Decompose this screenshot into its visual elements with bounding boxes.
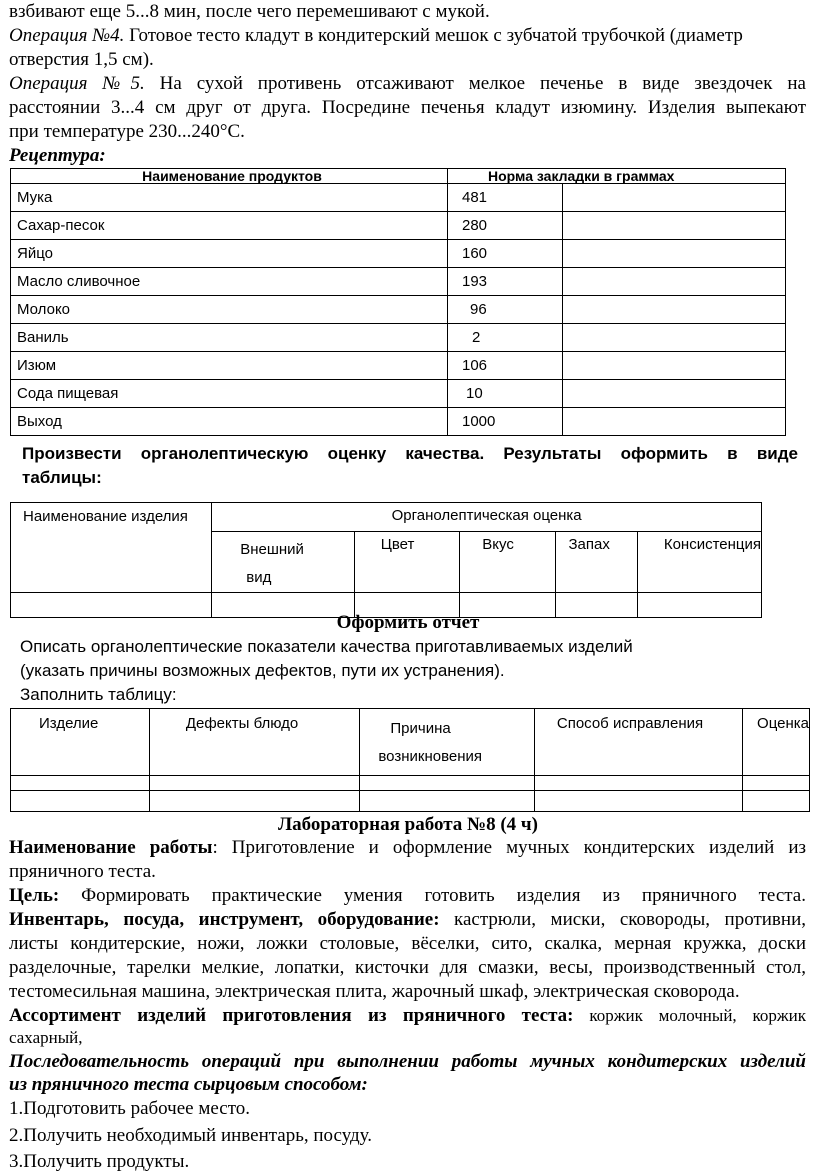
empty-cell	[563, 212, 786, 240]
table-row	[11, 268, 786, 296]
empty-cell	[743, 776, 810, 791]
inventory-cont-2: разделочные, тарелки мелкие, лопатки, кисточки для смазки, весы, производственный стол,	[9, 957, 806, 978]
product-name: Сода пищевая	[11, 380, 448, 408]
empty-cell	[563, 240, 786, 268]
empty-cell	[149, 776, 360, 791]
report-line-3: Заполнить таблицу:	[20, 685, 177, 704]
table-row	[11, 408, 786, 436]
intro-line-1: взбивают еще 5...8 мин, после чего перемешивают с мукой.	[9, 1, 490, 22]
assessment-instruction: Произвести органолептическую оценку качества. Результаты оформить в виде	[22, 444, 798, 463]
assortment-cont: сахарный,	[9, 1028, 83, 1047]
org-appearance-1: Внешний	[240, 541, 304, 558]
org-col-group: Органолептическая оценка	[212, 503, 762, 532]
recipe-table	[10, 168, 786, 436]
empty-cell	[360, 791, 535, 812]
product-name: Масло сливочное	[11, 268, 448, 296]
operation-4-cont: отверстия 1,5 см).	[9, 49, 154, 70]
org-col-consistency: Консистенция	[637, 532, 761, 593]
product-value: 96	[448, 296, 563, 324]
empty-cell	[534, 791, 742, 812]
product-name: Ваниль	[11, 324, 448, 352]
inventory-text: кастрюли, миски, сковороды, противни,	[439, 909, 806, 930]
product-value: 10	[448, 380, 563, 408]
product-name: Сахар-песок	[11, 212, 448, 240]
defects-cause-2: возникновения	[378, 748, 483, 765]
organoleptic-table	[10, 502, 762, 618]
report-line-2: (указать причины возможных дефектов, пути их устранения).	[20, 661, 505, 680]
work-name-label: Наименование работы	[9, 837, 213, 858]
operation-5-cont: расстоянии 3...4 см друг от друга. Посредине печенья кладут изюмину. Изделия выпекают	[9, 97, 806, 118]
product-value: 193	[448, 268, 563, 296]
table-row	[11, 380, 786, 408]
product-value: 1000	[448, 408, 563, 436]
defects-col-product: Изделие	[11, 709, 150, 776]
product-value: 160	[448, 240, 563, 268]
product-value: 2	[448, 324, 563, 352]
empty-cell	[11, 776, 150, 791]
table-row	[11, 791, 810, 812]
org-col-smell: Запах	[556, 532, 637, 593]
table-row	[11, 184, 786, 212]
org-col-color: Цвет	[354, 532, 460, 593]
org-header-row	[11, 503, 762, 532]
goal-label: Цель:	[9, 885, 60, 906]
operation-5-text: На сухой противень отсаживают мелкое печенье в виде звездочек на	[144, 73, 806, 94]
empty-cell	[149, 791, 360, 812]
empty-cell	[360, 776, 535, 791]
recipe-header-norm: Норма закладки в граммах	[448, 169, 786, 184]
operation-5-cont2: при температуре 230...240°С.	[9, 121, 245, 142]
empty-cell	[11, 791, 150, 812]
product-value: 106	[448, 352, 563, 380]
assortment	[9, 1004, 806, 1028]
table-row	[11, 776, 810, 791]
empty-cell	[563, 408, 786, 436]
org-col-appearance	[212, 532, 355, 593]
empty-cell	[563, 380, 786, 408]
operation-4-label: Операция №4.	[9, 25, 125, 46]
table-row	[11, 296, 786, 324]
org-appearance-2: вид	[246, 569, 272, 586]
assortment-label: Ассортимент изделий приготовления из пряничного теста:	[9, 1005, 574, 1026]
product-name: Выход	[11, 408, 448, 436]
assessment-instruction-cont: таблицы:	[22, 468, 102, 487]
step-1: 1.Подготовить рабочее место.	[9, 1098, 251, 1119]
work-name	[9, 836, 806, 860]
empty-cell	[563, 296, 786, 324]
defects-col-fix: Способ исправления	[534, 709, 742, 776]
empty-cell	[563, 268, 786, 296]
table-row	[11, 324, 786, 352]
inventory-cont-1: листы кондитерские, ножи, ложки столовые, вёселки, сито, скалка, мерная кружка, доски	[9, 933, 806, 954]
defects-col-cause	[360, 709, 535, 776]
work-name-cont: пряничного теста.	[9, 861, 156, 882]
inventory-cont-3: тестомесильная машина, электрическая плита, жарочный шкаф, электрическая сковорода.	[9, 981, 740, 1002]
inventory-label: Инвентарь, посуда, инструмент, оборудование:	[9, 909, 440, 930]
product-name: Молоко	[11, 296, 448, 324]
operation-4	[9, 24, 806, 48]
report-line-1: Описать органолептические показатели качества приготавливаемых изделий	[20, 637, 633, 656]
org-col-taste: Вкус	[460, 532, 556, 593]
product-value: 280	[448, 212, 563, 240]
operation-5	[9, 72, 806, 96]
step-3: 3.Получить продукты.	[9, 1151, 190, 1172]
sequence-title: Последовательность операций при выполнении работы мучных кондитерских изделий	[9, 1051, 806, 1072]
recipe-title: Рецептура:	[9, 145, 106, 166]
empty-cell	[534, 776, 742, 791]
work-name-text: : Приготовление и оформление мучных кондитерских изделий из	[212, 837, 806, 858]
empty-cell	[743, 791, 810, 812]
empty-cell	[563, 184, 786, 212]
step-2: 2.Получить необходимый инвентарь, посуду.	[9, 1125, 373, 1146]
operation-4-text: Готовое тесто кладут в кондитерский мешок с зубчатой трубочкой (диаметр	[124, 25, 743, 46]
product-name: Яйцо	[11, 240, 448, 268]
operation-5-label: Операция №5.	[9, 73, 145, 94]
empty-cell	[563, 324, 786, 352]
inventory	[9, 908, 806, 932]
product-name: Изюм	[11, 352, 448, 380]
lab-title: Лабораторная работа №8 (4 ч)	[278, 814, 538, 835]
table-row	[11, 352, 786, 380]
defects-col-score: Оценка	[743, 709, 810, 776]
defects-cause-1: Причина	[390, 720, 451, 737]
product-value: 481	[448, 184, 563, 212]
table-row	[11, 240, 786, 268]
goal	[9, 884, 806, 908]
defects-table	[10, 708, 810, 812]
report-title: Оформить отчет	[336, 612, 480, 633]
recipe-header-product: Наименование продуктов	[11, 169, 448, 184]
goal-text: Формировать практические умения готовить изделия из пряничного теста.	[59, 885, 806, 906]
product-name: Мука	[11, 184, 448, 212]
org-col-product: Наименование изделия	[11, 503, 212, 593]
recipe-header-row	[11, 169, 786, 184]
table-row	[11, 212, 786, 240]
assortment-text: коржик молочный, коржик	[573, 1006, 806, 1025]
sequence-title-cont: из пряничного теста сырцовым способом:	[9, 1074, 368, 1095]
defects-col-defects: Дефекты блюдо	[149, 709, 360, 776]
empty-cell	[563, 352, 786, 380]
defects-header-row	[11, 709, 810, 776]
